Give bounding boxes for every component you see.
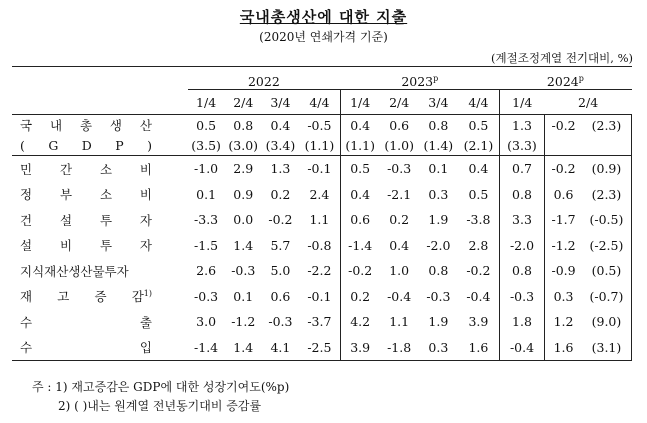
value-cell: -0.4 xyxy=(458,284,499,310)
year-header-2022: 2022 xyxy=(188,67,341,90)
row-label-text: 수 출 xyxy=(20,314,152,330)
value-cell: -3.7 xyxy=(299,309,340,335)
gdp-value: 0.6 xyxy=(389,117,410,133)
yoy-cell: (2.3) xyxy=(582,182,632,208)
header-blank xyxy=(12,67,188,90)
value-cell: -1.2 xyxy=(231,314,256,330)
quarter-header: 4/4 xyxy=(458,90,499,115)
value-cell: -0.3 xyxy=(194,288,219,304)
value-cell: 0.4 xyxy=(389,237,410,253)
value-cell: -1.0 xyxy=(194,161,219,177)
year-header-row xyxy=(12,67,632,90)
value-cell: 0.8 xyxy=(512,263,532,279)
value-cell: -0.4 xyxy=(387,288,412,304)
title-block xyxy=(0,6,647,45)
box-blank xyxy=(545,135,582,156)
yoy-cell: (0.9) xyxy=(582,156,632,182)
row-label-text: 수 입 xyxy=(20,340,152,356)
row-label-text: 재 고 증 감$^{1)}$ xyxy=(20,289,152,305)
row-label xyxy=(12,258,188,284)
table-row xyxy=(12,258,632,284)
header-blank xyxy=(12,90,188,115)
gdp-yoy-row xyxy=(12,135,632,156)
row-label xyxy=(12,284,188,310)
footnote-2: 2) ( )내는 원계열 전년동기대비 증감률 xyxy=(58,399,262,413)
row-label xyxy=(12,335,188,361)
row-label xyxy=(12,135,188,156)
value-cell: -0.3 xyxy=(387,161,412,177)
value-cell: 5.0 xyxy=(270,263,291,279)
value-cell: -0.8 xyxy=(299,233,340,259)
value-cell: 2.6 xyxy=(196,263,217,279)
gdp-value: 0.4 xyxy=(270,117,291,133)
gdp-yoy: (3.4) xyxy=(262,135,299,156)
gdp-yoy: (1.1) xyxy=(340,135,379,156)
value-cell: 0.5 xyxy=(350,161,371,177)
quarter-header: 3/4 xyxy=(262,90,299,115)
value-cell: 0.3 xyxy=(419,335,458,361)
value-cell: 0.3 xyxy=(428,186,449,202)
value-cell: 1.1 xyxy=(299,207,340,233)
footnote-1: 주 : 1) 재고증감은 GDP에 대한 성장기여도(%p) xyxy=(32,380,290,394)
table-row xyxy=(12,207,632,233)
gdp-row xyxy=(12,115,632,136)
value-cell: 0.8 xyxy=(428,263,449,279)
year-header-2023: 2023$^p$ xyxy=(340,67,499,90)
quarter-header: 1/4 xyxy=(340,90,379,115)
yoy-cell: (-2.5) xyxy=(582,233,632,259)
value-cell: -2.0 xyxy=(426,237,451,253)
gdp-value: 0.5 xyxy=(458,115,499,136)
value-cell: 1.9 xyxy=(428,212,449,228)
value-cell: 3.0 xyxy=(196,314,217,330)
value-cell: -0.3 xyxy=(426,288,451,304)
value-cell: 1.9 xyxy=(428,314,449,330)
row-label xyxy=(12,156,188,182)
value-cell: -0.1 xyxy=(299,156,340,182)
value-cell: 0.6 xyxy=(350,212,371,228)
footnotes xyxy=(32,378,289,416)
value-cell: 4.2 xyxy=(350,314,371,330)
gdp-yoy-value: (2.3) xyxy=(582,115,632,136)
year-header-2024: 2024$^p$ xyxy=(499,67,631,90)
value-cell: -0.3 xyxy=(509,288,535,304)
quarter-header: 1/4 xyxy=(188,90,225,115)
row-label-text: 지 식 재 산 생 산 물 투 자 xyxy=(20,263,129,279)
value-cell: 0.9 xyxy=(233,186,254,202)
table-row xyxy=(12,233,632,259)
value-cell: -1.8 xyxy=(380,335,419,361)
gdp-yoy: (3.5) xyxy=(188,135,225,156)
value-cell: 0.1 xyxy=(233,288,254,304)
row-label-text: 정 부 소 비 xyxy=(20,187,152,203)
value-cell: 1.4 xyxy=(233,237,254,253)
value-cell: 4.1 xyxy=(262,335,299,361)
value-cell: -2.5 xyxy=(299,335,340,361)
yoy-cell: (9.0) xyxy=(582,309,632,335)
row-label-text: 민 간 소 비 xyxy=(20,161,152,177)
gdp-yoy: (1.1) xyxy=(299,135,340,156)
gdp-value: -0.2 xyxy=(545,115,582,136)
box-blank xyxy=(582,135,632,156)
gdp-yoy: (3.3) xyxy=(499,135,544,156)
gdp-yoy: (1.0) xyxy=(380,135,419,156)
row-label xyxy=(12,182,188,208)
value-cell: 1.6 xyxy=(545,335,582,361)
value-cell: 2.8 xyxy=(458,233,499,259)
value-cell: 0.1 xyxy=(196,186,217,202)
value-cell: 0.0 xyxy=(233,212,254,228)
value-cell: 1.3 xyxy=(270,161,291,177)
table-row xyxy=(12,284,632,310)
value-cell: -3.8 xyxy=(458,207,499,233)
value-cell: -3.3 xyxy=(194,212,219,228)
value-cell: 2.4 xyxy=(299,182,340,208)
row-label xyxy=(12,115,188,136)
row-label xyxy=(12,207,188,233)
value-cell: -0.9 xyxy=(545,258,582,284)
value-cell: 3.3 xyxy=(512,212,532,228)
quarter-header: 3/4 xyxy=(419,90,458,115)
value-cell: 0.6 xyxy=(545,182,582,208)
value-cell: -0.2 xyxy=(545,156,582,182)
gdp-value: -0.5 xyxy=(299,115,340,136)
row-label-text: ( G D P ) xyxy=(20,137,152,153)
value-cell: -0.3 xyxy=(231,263,256,279)
value-cell: 1.0 xyxy=(389,263,410,279)
table-row xyxy=(12,156,632,182)
gdp-value: 0.4 xyxy=(350,117,371,133)
value-cell: 0.7 xyxy=(512,161,532,177)
value-cell: 0.5 xyxy=(458,182,499,208)
quarter-header: 4/4 xyxy=(299,90,340,115)
yoy-cell: (0.5) xyxy=(582,258,632,284)
value-cell: 0.3 xyxy=(545,284,582,310)
yoy-cell: (3.1) xyxy=(582,335,632,361)
value-cell: 0.4 xyxy=(458,156,499,182)
yoy-cell: (-0.5) xyxy=(582,207,632,233)
page-title: 국내총생산에 대한 지출 xyxy=(239,8,408,26)
value-cell: 0.2 xyxy=(270,186,291,202)
value-cell: -0.2 xyxy=(458,258,499,284)
quarter-header: 2/4 xyxy=(225,90,262,115)
gdp-expenditure-table xyxy=(12,66,632,361)
value-cell: 1.6 xyxy=(458,335,499,361)
value-cell: -2.0 xyxy=(509,237,535,253)
table-row xyxy=(12,335,632,361)
quarter-header-row xyxy=(12,90,632,115)
value-cell: 3.9 xyxy=(458,309,499,335)
row-label xyxy=(12,309,188,335)
value-cell: -1.7 xyxy=(545,207,582,233)
gdp-yoy: (1.4) xyxy=(419,135,458,156)
value-cell: -0.1 xyxy=(299,284,340,310)
gdp-yoy: (3.0) xyxy=(225,135,262,156)
value-cell: -1.4 xyxy=(348,237,373,253)
value-cell: -0.2 xyxy=(268,212,293,228)
table-row xyxy=(12,182,632,208)
table-row xyxy=(12,309,632,335)
value-cell: 5.7 xyxy=(270,237,291,253)
value-cell: 1.1 xyxy=(389,314,410,330)
quarter-header: 1/4 xyxy=(499,90,544,115)
gdp-yoy: (2.1) xyxy=(458,135,499,156)
value-cell: 3.9 xyxy=(340,335,379,361)
row-label-text: 설 비 투 자 xyxy=(20,238,152,254)
value-cell: -1.5 xyxy=(194,237,219,253)
value-cell: -1.4 xyxy=(188,335,225,361)
gdp-value: 0.8 xyxy=(233,117,254,133)
page-subtitle: (2020년 연쇄가격 기준) xyxy=(259,30,388,44)
value-cell: 1.2 xyxy=(545,309,582,335)
gdp-value: 0.8 xyxy=(428,117,449,133)
yoy-cell: (-0.7) xyxy=(582,284,632,310)
unit-label: (계절조정계열 전기대비, %) xyxy=(491,51,633,65)
value-cell: 2.9 xyxy=(233,161,254,177)
value-cell: 0.8 xyxy=(512,186,532,202)
value-cell: 1.8 xyxy=(512,314,532,330)
value-cell: 0.2 xyxy=(350,288,371,304)
row-label-text: 건 설 투 자 xyxy=(20,212,152,228)
value-cell: 0.4 xyxy=(350,186,371,202)
value-cell: -0.2 xyxy=(348,263,373,279)
value-cell: 0.1 xyxy=(428,161,449,177)
value-cell: -2.2 xyxy=(299,258,340,284)
value-cell: 0.2 xyxy=(389,212,410,228)
value-cell: -2.1 xyxy=(387,186,412,202)
value-cell: 0.6 xyxy=(270,288,291,304)
gdp-value: 0.5 xyxy=(196,117,217,133)
value-cell: -1.2 xyxy=(545,233,582,259)
quarter-header: 2/4 xyxy=(545,90,632,115)
value-cell: 1.4 xyxy=(225,335,262,361)
value-cell: -0.3 xyxy=(268,314,293,330)
quarter-header: 2/4 xyxy=(380,90,419,115)
value-cell: -0.4 xyxy=(499,335,544,361)
gdp-value: 1.3 xyxy=(512,117,532,133)
row-label xyxy=(12,233,188,259)
row-label-text: 국 내 총 생 산 xyxy=(20,118,152,133)
